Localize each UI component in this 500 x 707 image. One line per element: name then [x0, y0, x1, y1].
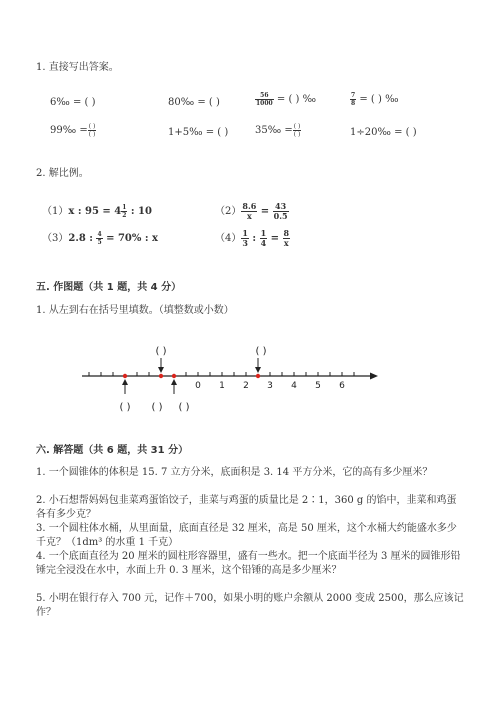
tick-label-1: 1 [219, 381, 225, 391]
number-line-blanks [120, 346, 267, 413]
top-blank-2: ( ) [255, 346, 267, 357]
bottom-blank-2: ( ) [151, 402, 163, 413]
tick-label-5: 5 [315, 381, 321, 391]
s6-problem-3: 3. 一个圆柱体水桶，从里面量，底面直径是 32 厘米，高是 50 厘米，这个水桶大约能盛水多少千克？（1dm³ 的水重 1 千克） [36, 523, 457, 548]
section-6-heading: 六. 解答题（共 6 题，共 31 分） [36, 445, 189, 456]
tick-label-0: 0 [195, 381, 201, 391]
tick-label-4: 4 [291, 381, 297, 391]
number-line-arrowhead [370, 373, 378, 380]
q1-item-g-fraction: $\frac{( )}{( )}$ [293, 123, 301, 138]
q2-problem-3: （3）2.8 : $\frac{4}{5}$ = 70% : x [42, 231, 159, 246]
q2-problem-1: （1）x : 95 = 4 $\frac{1}{2}$ : 10 [42, 204, 152, 219]
section-5-heading: 五. 作图题（共 1 题，共 4 分） [36, 282, 182, 293]
number-line-figure [0, 340, 500, 430]
q2-problem-2: （2） $\frac{8.6}{x}$ = $\frac{43}{0.5}$ [215, 201, 288, 221]
q1-item-e: 99‰ = $\frac{( )}{( )}$ [50, 123, 96, 138]
q2-problem-4: （4） $\frac{1}{3}$ : $\frac{1}{4}$ = $\frac{8}{x}$ [215, 228, 290, 248]
q1-item-h: 1÷20‰ = ( ) [350, 127, 417, 138]
s5-question-1: 1. 从左到右在括号里填数。（填整数或小数） [36, 305, 234, 316]
tick-label-3: 3 [267, 381, 273, 391]
s6-problem-4: 4. 一个底面直径为 20 厘米的圆柱形容器里，盛有一些水。把一个底面半径为 3 厘米的圆锥形铅锤完全浸没在水中，水面上升 0. 3 厘米，这个铅锤的高是多少厘米？ [36, 551, 461, 576]
bottom-blank-1: ( ) [119, 402, 131, 413]
q1-item-d-fraction: $\frac{7}{8}$ [351, 92, 356, 107]
q1-item-d: $\frac{7}{8}$ = ( ) ‰ [351, 92, 399, 107]
q1-item-g: 35‰ = $\frac{( )}{( )}$ [255, 123, 301, 138]
bottom-blank-3: ( ) [178, 402, 190, 413]
q2-title: 2. 解比例。 [36, 168, 89, 179]
q1-item-c: $\frac{56}{1000}$ = ( ) ‰ [256, 92, 317, 107]
number-line-ticks [89, 372, 354, 376]
q1-item-a: 6‰ = ( ) [50, 97, 96, 108]
number-line-labels [195, 381, 345, 391]
s6-problem-1: 1. 一个圆锥体的体积是 15. 7 立方分米，底面积是 3. 14 平方分米，它的高有多少厘米？ [36, 467, 433, 478]
q1-item-e-fraction: $\frac{( )}{( )}$ [88, 123, 96, 138]
s6-problem-2: 2. 小石想帮妈妈包韭菜鸡蛋馅饺子，韭菜与鸡蛋的质量比是 2∶1，360 g 的馅中，韭菜和鸡蛋各有多少克？ [36, 495, 457, 520]
s6-problem-5: 5. 小明在银行存入 700 元，记作＋700，如果小明的账户余额从 2000 变成 2500，那么应该记作？ [36, 593, 464, 618]
top-blank-1: ( ) [155, 346, 167, 357]
q1-item-c-fraction: $\frac{56}{1000}$ [256, 92, 273, 107]
tick-label-2: 2 [243, 381, 249, 391]
q1-item-b: 80‰ = ( ) [168, 97, 220, 108]
tick-label-6: 6 [339, 381, 345, 391]
q1-title: 1. 直接写出答案。 [36, 62, 119, 73]
q1-item-f: 1+5‰ = ( ) [168, 127, 229, 138]
